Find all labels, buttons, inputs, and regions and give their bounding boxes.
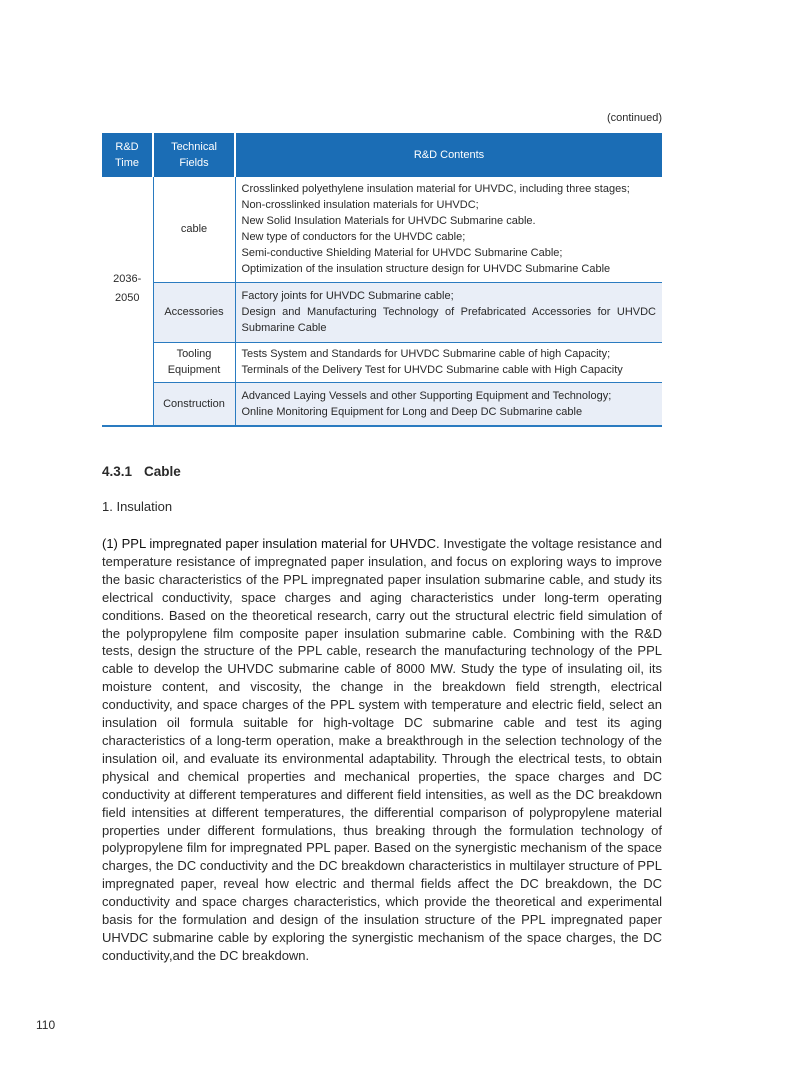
content-line: Design and Manufacturing Technology of Prefabricated Accessories for UHVDC Submarine Cable [241,306,656,334]
table-row [102,382,662,426]
content-cell [235,382,662,426]
continued-label: (continued) [606,112,662,124]
field-cell: Construction [153,382,235,426]
content-cell [235,342,662,382]
section-title: Cable [144,464,181,479]
subheading: 1. Insulation [102,499,173,514]
header-time: R&D Time [102,133,153,177]
table-row [102,177,662,282]
content-line: Non-crosslinked insulation materials for UHVDC; [241,199,479,212]
table-row [102,282,662,342]
content-line: Crosslinked polyethylene insulation material for UHVDC, including three stages; [241,183,630,196]
table-header [102,133,662,177]
section-number: 4.3.1 [102,464,133,479]
field-cell: cable [153,177,235,282]
content-line: New Solid Insulation Materials for UHVDC Submarine cable. [241,215,536,228]
field-cell: Tooling Equipment [153,342,235,382]
content-line: Online Monitoring Equipment for Long and Deep DC Submarine cable [241,405,583,418]
content-line: Semi-conductive Shielding Material for UHVDC Submarine Cable; [241,247,563,260]
section-heading [102,464,193,479]
table-row [102,342,662,382]
content-line: Factory joints for UHVDC Submarine cable; [241,290,454,302]
time-cell [102,177,153,426]
header-fields: Technical Fields [153,133,235,177]
page-number: 110 [36,1018,56,1032]
time-value: 2036- 2050 [113,273,142,304]
content-line: Tests System and Standards for UHVDC Submarine cable of high Capacity; [241,348,611,360]
paragraph-lead: (1) PPL impregnated paper insulation material for UHVDC. [102,536,440,551]
content-line: Terminals of the Delivery Test for UHVDC Submarine cable with High Capacity [241,364,623,376]
content-cell [235,177,662,282]
content-line: Advanced Laying Vessels and other Supporting Equipment and Technology; [241,389,612,402]
content-line: Optimization of the insulation structure design for UHVDC Submarine Cable [241,263,611,276]
content-line: New type of conductors for the UHVDC cable; [241,231,466,244]
content-cell [235,282,662,342]
paragraph-text: Investigate the voltage resistance and temperature resistance of impregnated paper insulation, and focus on exploring ways to improve the basic characteristics of the PPL impregnated paper insulation submarine cable, and study its electrical conductivity, space charges and aging characteristics under long-term operating conditions. Based on the theoretical research, carry out the structural electric field simulation of the polypropylene film composite paper insulation submarine cable. Combining with the R&D tests, design the structure of the PPL cable, research the manufacturing technology of the PPL cable to develop the UHVDC submarine cable of 8000 MW. Study the type of insulating oil, its moisture content, and viscosity, the change in the breakdown field strength, electrical conductivity, and space charges of the PPL system with temperature and electric field, select an insulation oil formula suitable for high-voltage DC submarine cable and test its aging characteristics of a long-term operation, make a breakthrough in the selection technology of the insulation oil, and evaluate its environmental adaptability. Through the electrical tests, to obtain physical and chemical properties and mechanical properties, the space charges and DC conductivity at different temperatures and different field intensities, as well as the DC breakdown field intensities at different temperatures, the differential comparison of polypropylene material properties under different formulations, thus breaking through the formulation technology of polypropylene film for impregnated PPL paper. Based on the synergistic mechanism of the space charges, the DC conductivity and the DC breakdown characteristics in multilayer structure of PPL impregnated paper, reveal how electric and thermal fields affect the DC breakdown, the DC conductivity and space charges characteristics, which provide the theoretical and experimental basis for the formulation and design of the insulation structure of the PPL impregnated paper UHVDC submarine cable by exploring the synergistic mechanism of the space charges, the DC conductivity,and the DC breakdown. [102,536,662,963]
body-paragraph [102,535,662,965]
field-cell: Accessories [153,282,235,342]
header-contents: R&D Contents [235,133,662,177]
rd-table [102,133,662,427]
